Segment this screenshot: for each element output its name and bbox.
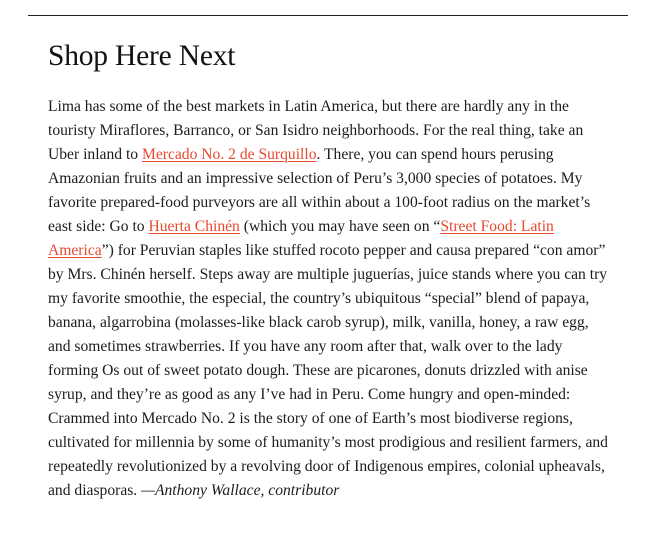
paragraph-text: ”) for Peruvian staples like stuffed rocoto pepper and causa prepared “con amor” by Mrs. Chinén herself. Steps away are multiple juguerías, juice stands where you can try my favorite smoothie, the especial, the country’s ubiquitous “special” blend of papaya, banana, algarrobina (molasses-like black carob syrup), milk, vanilla, honey, a raw egg, and sometimes strawberries. If you have any room after that, walk over to the lady forming Os out of sweet potato dough. These are picarones, donuts drizzled with anise syrup, and they’re as good as any I’ve had in Peru. Come hungry and open-minded: Crammed into Mercado No. 2 is the story of one of Earth’s most biodiverse regions, cultivated for millennia by some of humanity’s most prodigious and resilient farmers, and repeatedly revolutionized by a revolving door of Indigenous empires, colonial upheavals, and diasporas. bbox=[48, 242, 608, 499]
huerta-chinen-link[interactable]: Huerta Chinén bbox=[148, 218, 240, 235]
article-section bbox=[48, 38, 608, 503]
article-paragraph bbox=[48, 95, 608, 503]
paragraph-text: . There, you can spend hours perusing Amazonian fruits and an impressive selection of Peru’s 3,000 species of potatoes. My favorite prepared-food purveyors are all within about a 100-foot radius on the market’s east side: Go to bbox=[48, 146, 591, 235]
paragraph-text: (which you may have seen on “ bbox=[239, 218, 441, 235]
mercado-surquillo-link[interactable]: Mercado No. 2 de Surquillo bbox=[141, 146, 317, 163]
section-heading: Shop Here Next bbox=[48, 40, 236, 72]
author-byline: —Anthony Wallace, contributor bbox=[141, 482, 340, 499]
paragraph-text: Lima has some of the best markets in Latin America, but there are hardly any in the touristy Miraflores, Barranco, or San Isidro neighborhoods. For the real thing, take an Uber inland to bbox=[48, 98, 584, 163]
top-divider bbox=[28, 15, 628, 16]
street-food-latin-america-link[interactable]: Street Food: Latin America bbox=[48, 218, 554, 259]
